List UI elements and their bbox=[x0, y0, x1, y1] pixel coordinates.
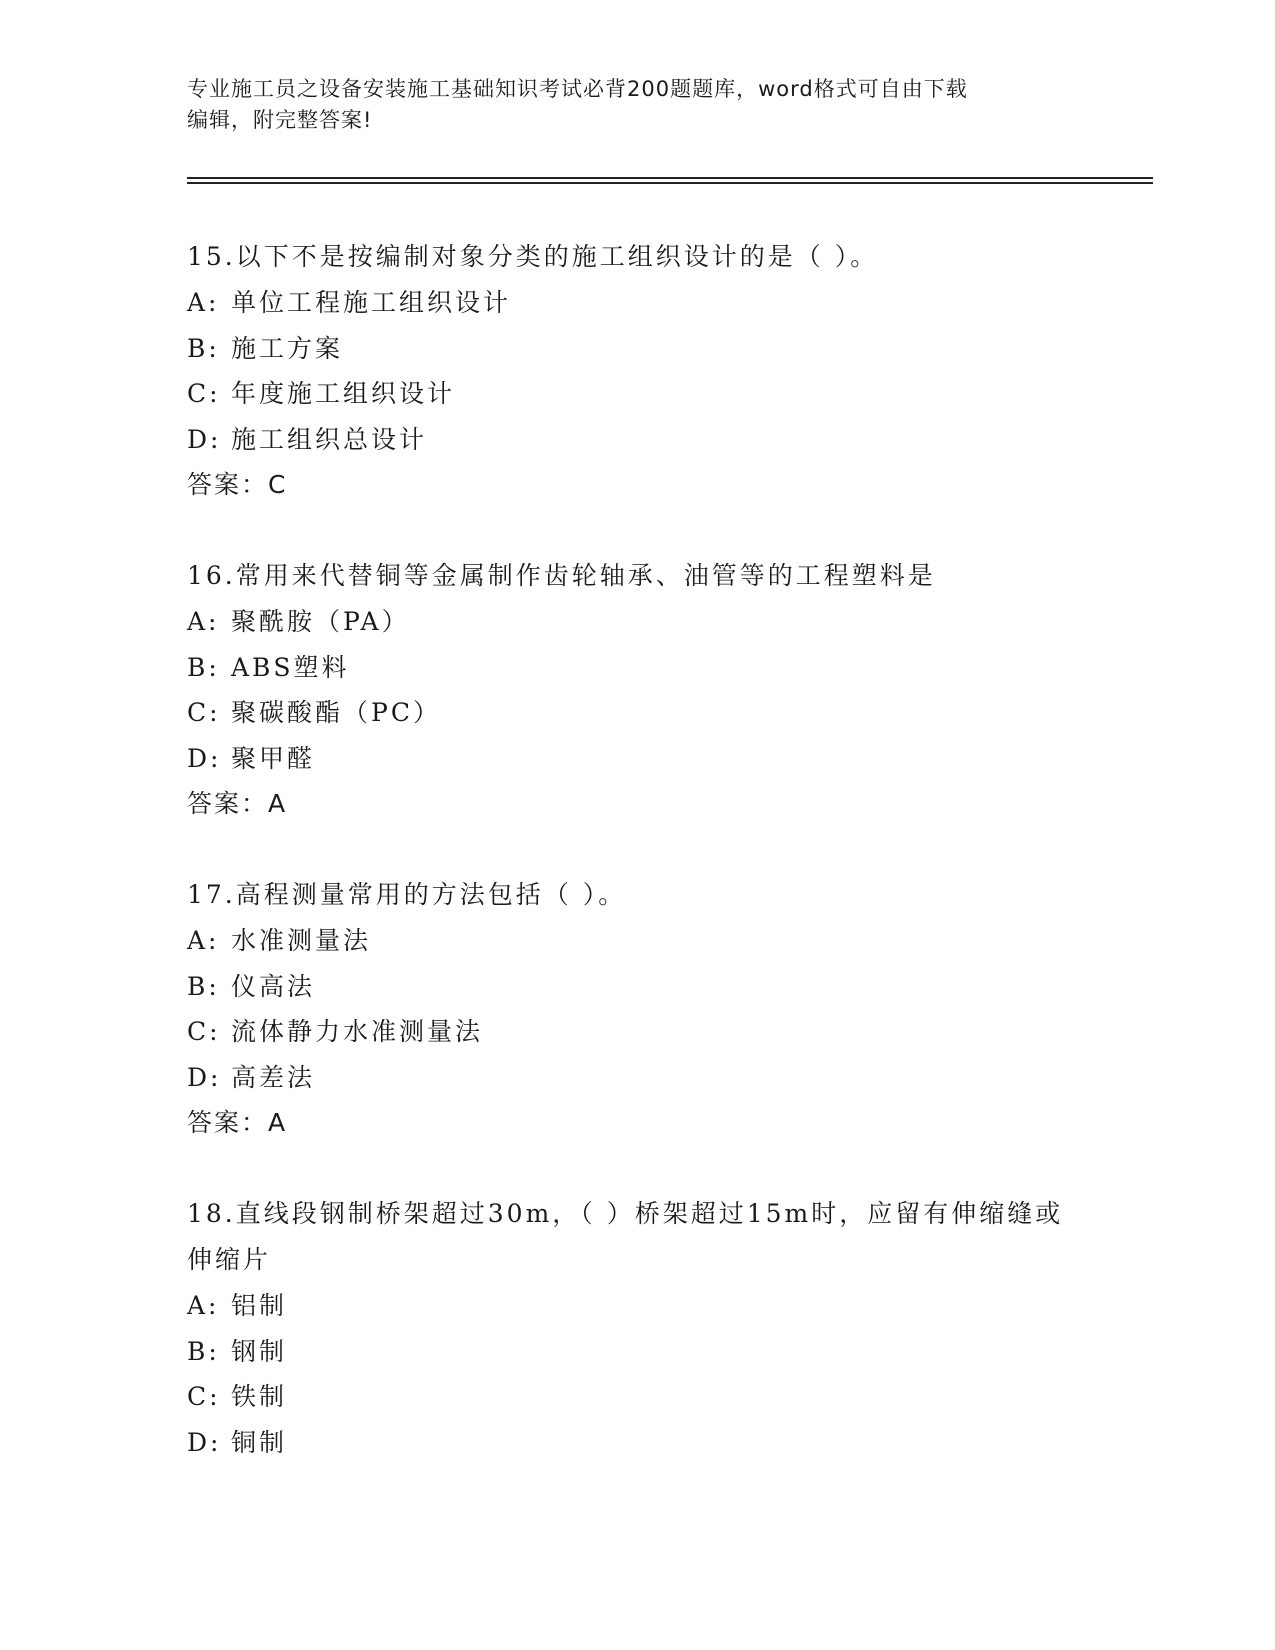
question-title: 15.以下不是按编制对象分类的施工组织设计的是（ ）。 bbox=[187, 242, 879, 271]
option-key: A: bbox=[187, 1291, 220, 1320]
option-text: 聚酰胺（PA） bbox=[231, 607, 410, 636]
option-key: D: bbox=[187, 743, 222, 773]
option-key: D: bbox=[187, 1427, 222, 1457]
option-key: C: bbox=[187, 379, 221, 408]
option-key: C: bbox=[187, 1382, 221, 1411]
option-key: B: bbox=[187, 971, 220, 1001]
option-a bbox=[187, 1283, 1087, 1329]
header-line-2: 编辑，附完整答案! bbox=[187, 108, 373, 132]
option-text: 施工方案 bbox=[231, 333, 344, 363]
option-key: A: bbox=[187, 926, 220, 955]
answer-label: 答案：C bbox=[187, 470, 288, 499]
option-text: ABS塑料 bbox=[231, 652, 350, 682]
header-line-1: 专业施工员之设备安装施工基础知识考试必背200题题库，word格式可自由下载 bbox=[187, 77, 968, 101]
option-a bbox=[187, 599, 1087, 645]
option-text: 铜制 bbox=[231, 1427, 288, 1457]
question-title: 16.常用来代替铜等金属制作齿轮轴承、油管等的工程塑料是 bbox=[187, 561, 936, 590]
option-key: C: bbox=[187, 698, 221, 727]
option-key: A: bbox=[187, 288, 220, 317]
option-text: 聚甲醛 bbox=[231, 743, 316, 773]
document-header bbox=[187, 74, 1087, 136]
option-text: 施工组织总设计 bbox=[231, 424, 428, 454]
option-b bbox=[187, 964, 1087, 1010]
question-title-line-1: 18.直线段钢制桥架超过30m，（ ）桥架超过15m时，应留有伸缩缝或 bbox=[187, 1199, 1064, 1228]
option-key: B: bbox=[187, 1336, 220, 1366]
option-text: 钢制 bbox=[231, 1336, 288, 1366]
option-c bbox=[187, 1009, 1087, 1055]
option-text: 仪高法 bbox=[231, 971, 316, 1001]
option-key: A: bbox=[187, 607, 220, 636]
header-divider-bottom bbox=[187, 182, 1153, 184]
option-d bbox=[187, 1055, 1087, 1101]
option-d bbox=[187, 1420, 1087, 1466]
question-18 bbox=[187, 1191, 1087, 1465]
option-b bbox=[187, 645, 1087, 691]
option-a bbox=[187, 918, 1087, 964]
question-17 bbox=[187, 872, 1087, 1145]
option-c bbox=[187, 1374, 1087, 1420]
option-text: 高差法 bbox=[231, 1062, 316, 1092]
option-a bbox=[187, 280, 1087, 326]
option-key: D: bbox=[187, 1062, 222, 1092]
option-b bbox=[187, 326, 1087, 372]
option-text: 铁制 bbox=[231, 1382, 288, 1411]
answer-label: 答案：A bbox=[187, 789, 288, 818]
option-d bbox=[187, 736, 1087, 782]
option-text: 流体静力水准测量法 bbox=[231, 1017, 484, 1046]
option-key: B: bbox=[187, 333, 220, 363]
option-key: B: bbox=[187, 652, 220, 682]
option-key: D: bbox=[187, 424, 222, 454]
question-15 bbox=[187, 234, 1087, 507]
question-title: 17.高程测量常用的方法包括（ ）。 bbox=[187, 880, 627, 909]
option-text: 年度施工组织设计 bbox=[231, 379, 456, 408]
option-b bbox=[187, 1329, 1087, 1375]
option-key: C: bbox=[187, 1017, 221, 1046]
answer-label: 答案：A bbox=[187, 1108, 288, 1137]
question-title-line-2: 伸缩片 bbox=[187, 1245, 272, 1274]
option-c bbox=[187, 371, 1087, 417]
option-text: 水准测量法 bbox=[231, 926, 372, 955]
question-16 bbox=[187, 553, 1087, 826]
option-text: 铝制 bbox=[231, 1291, 288, 1320]
option-text: 聚碳酸酯（PC） bbox=[231, 698, 441, 727]
option-d bbox=[187, 417, 1087, 463]
option-text: 单位工程施工组织设计 bbox=[231, 288, 512, 317]
option-c bbox=[187, 690, 1087, 736]
header-divider-top bbox=[187, 177, 1153, 179]
